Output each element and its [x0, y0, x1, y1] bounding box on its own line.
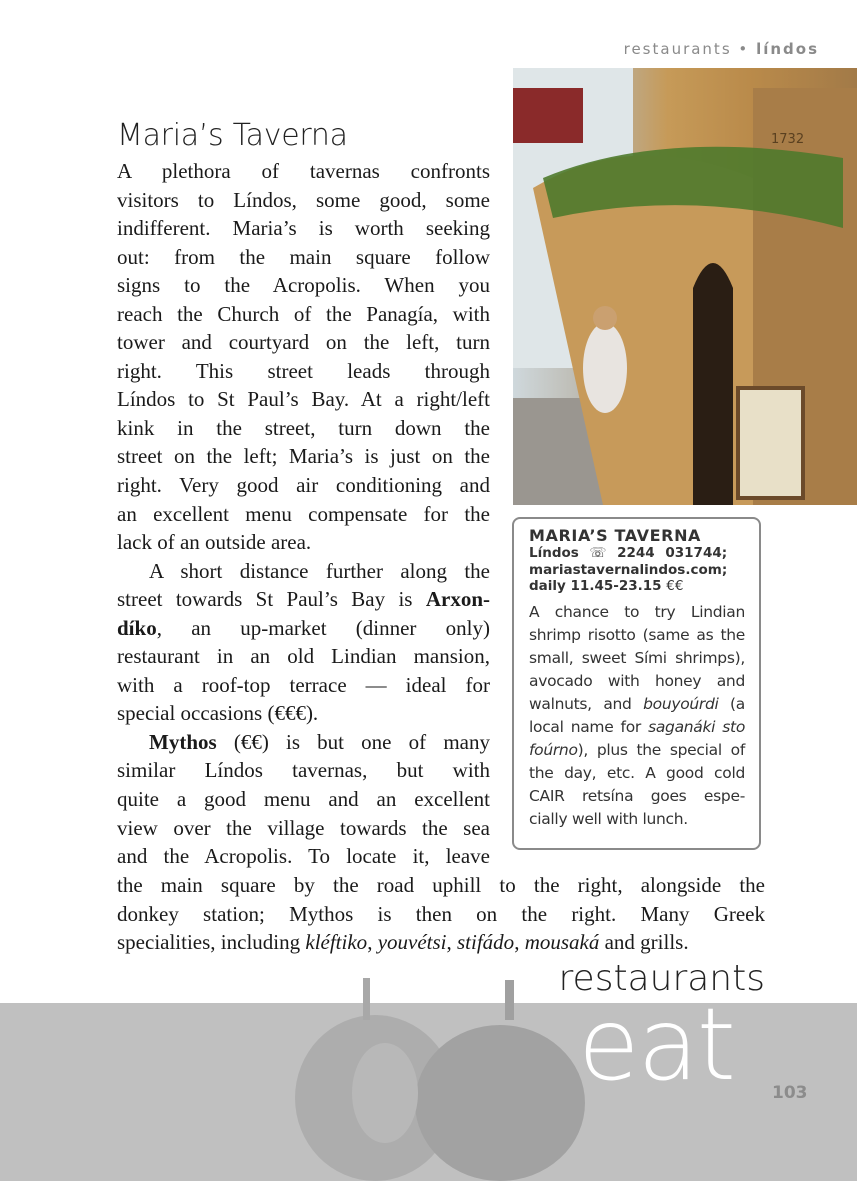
text-line: [529, 601, 745, 624]
text-run: walnuts, and: [529, 694, 644, 713]
text-run: Líndos to St Paul’s Bay. At a right/left: [117, 387, 490, 412]
text-run: right. Very good air conditioning and: [117, 473, 490, 498]
text-run: out: from the main square follow: [117, 244, 490, 269]
article-body: [117, 157, 490, 871]
text-run: special occasions (€€€).: [117, 701, 319, 726]
text-run: the day, etc. A good cold: [529, 763, 745, 782]
text-run: CAIR retsína goes espe-: [529, 786, 745, 805]
page-number: 103: [772, 1083, 808, 1103]
text-line: [117, 186, 490, 215]
info-box: [512, 517, 761, 850]
text-run: small, sweet Sími shrimps),: [529, 648, 745, 667]
info-box-website[interactable]: mariastavernalindos.com;: [529, 561, 728, 578]
text-run: (€€) is but one of many: [216, 729, 490, 754]
text-run: right. This street leads through: [117, 358, 490, 383]
running-head: [624, 40, 819, 58]
text-line: [529, 647, 745, 670]
text-line: [117, 414, 490, 443]
running-head-place: líndos: [756, 40, 819, 58]
text-line: [117, 385, 490, 414]
article-body-continued: [117, 871, 765, 957]
text-line: [117, 557, 490, 586]
text-run: specialities, including: [117, 930, 306, 955]
text-line: [117, 928, 765, 957]
photo-year: 1732: [771, 132, 805, 147]
running-head-section: restaurants: [623, 40, 732, 58]
text-line: [117, 642, 490, 671]
text-line: [529, 624, 745, 647]
italic-term: stifádo: [457, 930, 515, 955]
text-run: an excellent menu compensate for the: [117, 501, 490, 526]
text-line: [117, 157, 490, 186]
text-line: [117, 756, 490, 785]
text-line: [117, 671, 490, 700]
text-line: [529, 670, 745, 693]
text-run: signs to the Acropolis. When you: [117, 273, 490, 298]
text-run: and grills.: [599, 930, 689, 955]
text-run: tower and courtyard on the left, turn: [117, 330, 490, 355]
text-line: [117, 871, 765, 900]
text-run: kink in the street, turn down the: [117, 415, 490, 440]
text-line: [117, 528, 490, 557]
info-box-description: [529, 601, 745, 831]
text-line: [117, 243, 490, 272]
text-run: (a: [718, 694, 745, 713]
text-run: donkey station; Mythos is then on the right. Many Greek: [117, 901, 765, 926]
text-run: similar Líndos tavernas, but with: [117, 758, 490, 783]
text-line: [529, 739, 745, 762]
text-run: cially well with lunch.: [529, 809, 688, 828]
text-run: reach the Church of the Panagía, with: [117, 301, 490, 326]
italic-term: saganáki sto: [648, 717, 746, 736]
bold-term: díko: [117, 615, 157, 640]
text-line: [529, 716, 745, 739]
italic-term: kléftiko: [305, 930, 368, 955]
text-run: and the Acropolis. To locate it, leave: [117, 844, 490, 869]
bold-term: Mythos: [149, 729, 217, 754]
text-line: [117, 471, 490, 500]
text-line: [117, 442, 490, 471]
text-line: [117, 271, 490, 300]
text-run: indifferent. Maria’s is worth seeking: [117, 216, 490, 241]
info-box-phone: Líndos ☏ 2244 031744;: [529, 545, 728, 561]
text-line: [117, 500, 490, 529]
text-line: [117, 785, 490, 814]
text-line: [117, 842, 490, 871]
footer-eat-label: eat: [578, 986, 735, 1103]
text-run: ,: [446, 930, 457, 955]
text-run: quite a good menu and an excellent: [117, 787, 490, 812]
text-run: A plethora of tavernas confronts: [117, 159, 490, 183]
text-line: [529, 808, 745, 831]
text-run: , an up-market (dinner only): [156, 615, 490, 640]
text-run: visitors to Líndos, some good, some: [117, 187, 490, 212]
text-run: street towards St Paul’s Bay is: [117, 587, 426, 612]
taverna-photo-sketch: [513, 68, 857, 505]
text-line: [529, 693, 745, 716]
italic-term: youvétsi: [377, 930, 447, 955]
taverna-photo: [513, 68, 857, 505]
italic-term: foúrno: [529, 740, 578, 759]
text-line: [117, 699, 490, 728]
text-run: the main square by the road uphill to the right, alongside the: [117, 873, 765, 897]
text-run: shrimp risotto (same as the: [529, 625, 745, 644]
text-line: [529, 785, 745, 808]
text-run: restaurant in an old Lindian mansion,: [117, 644, 490, 669]
text-line: [117, 900, 765, 929]
text-run: A chance to try Lindian: [529, 602, 745, 621]
text-line: [117, 214, 490, 243]
text-line: [117, 614, 490, 643]
text-run: with a roof-top terrace — ideal for: [117, 672, 490, 697]
text-line: [117, 300, 490, 329]
italic-term: mousaká: [524, 930, 600, 955]
text-run: avocado with honey and: [529, 671, 745, 690]
text-run: view over the village towards the sea: [117, 815, 490, 840]
info-box-name: MARIA’S TAVERNA: [529, 526, 702, 545]
text-run: local name for: [529, 717, 649, 736]
text-run: ,: [367, 930, 378, 955]
text-line: [117, 357, 490, 386]
text-line: [117, 328, 490, 357]
bold-term: Arxon-: [425, 587, 490, 612]
text-run: ,: [514, 930, 525, 955]
text-line: [117, 814, 490, 843]
text-run: A short distance further along the: [149, 558, 490, 583]
italic-term: bouyoúrdi: [643, 694, 719, 713]
text-line: [529, 762, 745, 785]
info-box-hours: daily 11.45-23.15: [529, 578, 662, 594]
text-run: street on the left; Maria’s is just on the: [117, 444, 490, 469]
text-run: lack of an outside area.: [117, 530, 312, 555]
article-title: Maria’s Taverna: [117, 118, 348, 153]
text-line: [117, 585, 490, 614]
footer-section-label: restaurants: [558, 958, 765, 999]
bullet: •: [738, 40, 750, 58]
text-line: [117, 728, 490, 757]
text-run: ), plus the special of: [577, 740, 745, 759]
info-box-price: €€: [666, 578, 684, 594]
